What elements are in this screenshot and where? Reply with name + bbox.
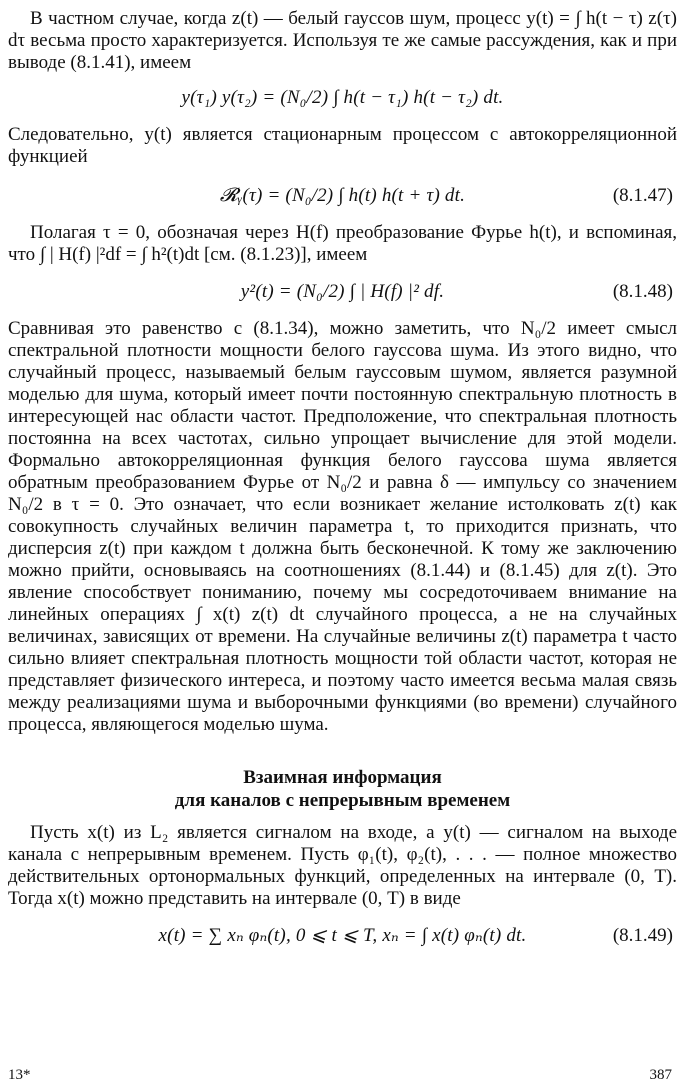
section-heading-line-1: Взаимная информация: [243, 767, 442, 788]
equation-text: y²(t) = (N₀/2) ∫ | H(f) |² df.: [240, 281, 445, 302]
paragraph-continuous-channel: Пусть x(t) из L₂ является сигналом на входе, а y(t) — сигналом на выходе канала с непрерывным временем. Пусть φ₁(t), φ₂(t), . . . — полное множество действительных ортонормальных функций, определенных на интервале (0, T). Тогда x(t) можно представить на интервале (0, T) в виде: [8, 822, 677, 909]
signature-mark: 13*: [8, 1067, 31, 1083]
section-heading-line-2: для каналов с непрерывным временем: [174, 790, 511, 811]
page-number: 387: [649, 1067, 672, 1083]
equation-text: y(τ₁) y(τ₂) = (N₀/2) ∫ h(t − τ₁) h(t − τ₂) dt.: [181, 87, 504, 108]
equation-output-correlation: [8, 76, 677, 120]
section-heading: [8, 766, 677, 812]
equation-text: 𝓡ᵧ(τ) = (N₀/2) ∫ h(t) h(t + τ) dt.: [219, 185, 466, 206]
paragraph-spectral-density: Сравнивая это равенство с (8.1.34), можно заметить, что N₀/2 имеет смысл спектральной плотности мощности белого гауссова шума. Из этого видно, что случайный процесс, называемый белым гауссовым шумом, является разумной моделью для шума, который имеет почти постоянную спектральную плотность в интересующей нас области частот. Предположение, что спектральная плотность постоянна на всех частотах, сильно упрощает вычисление для этой модели. Формально автокорреляционная функция белого гауссова шума является обратным преобразованием Фурье от N₀/2 и равна δ — импульсу со значением N₀/2 в τ = 0. Это означает, что если возникает желание истолковать z(t) как совокупность случайных величин параметра t, то приходится признать, что дисперсия z(t) при каждом t должна быть бесконечной. К тому же заключению можно прийти, основываясь на соотношениях (8.1.44) и (8.1.45) для z(t). Это явление способствует пониманию, почему мы сосредоточиваем внимание на линейных операциях ∫ x(t) z(t) dt случайного процесса, а не на случайных величинах, зависящих от времени. На случайные величины z(t) параметра t часто сильно влияет спектральная плотность мощности той области частот, которая не представляет физического интереса, и поэтому часто имеется весьма малая связь между реализациями шума и выборочными функциями (во времени) случайного процесса, являющегося моделью шума.: [8, 318, 677, 735]
paragraph-fourier-transform: Полагая τ = 0, обозначая через H(f) преобразование Фурье h(t), и вспоминая, что ∫ | H(f) |²df = ∫ h²(t)dt [см. (8.1.23)], имеем: [8, 222, 677, 265]
paragraph-stationary-process: Следовательно, y(t) является стационарным процессом с автокорреляционной функцией: [8, 124, 677, 167]
paragraph-white-noise-intro: В частном случае, когда z(t) — белый гауссов шум, процесс y(t) = ∫ h(t − τ) z(τ) dτ весьма просто характеризуется. Используя те же самые рассуждения, как и при выводе (8.1.41), имеем: [8, 8, 677, 73]
equation-number: (8.1.48): [612, 281, 673, 302]
equation-number: (8.1.47): [612, 185, 673, 206]
equation-8-1-48: [8, 270, 677, 314]
page-footer: [8, 1064, 672, 1086]
equation-text: x(t) = ∑ xₙ φₙ(t), 0 ⩽ t ⩽ T, xₙ = ∫ x(t) φₙ(t) dt.: [158, 925, 527, 946]
equation-number: (8.1.49): [612, 925, 673, 946]
equation-8-1-49: [8, 914, 677, 958]
equation-8-1-47: [8, 174, 677, 218]
